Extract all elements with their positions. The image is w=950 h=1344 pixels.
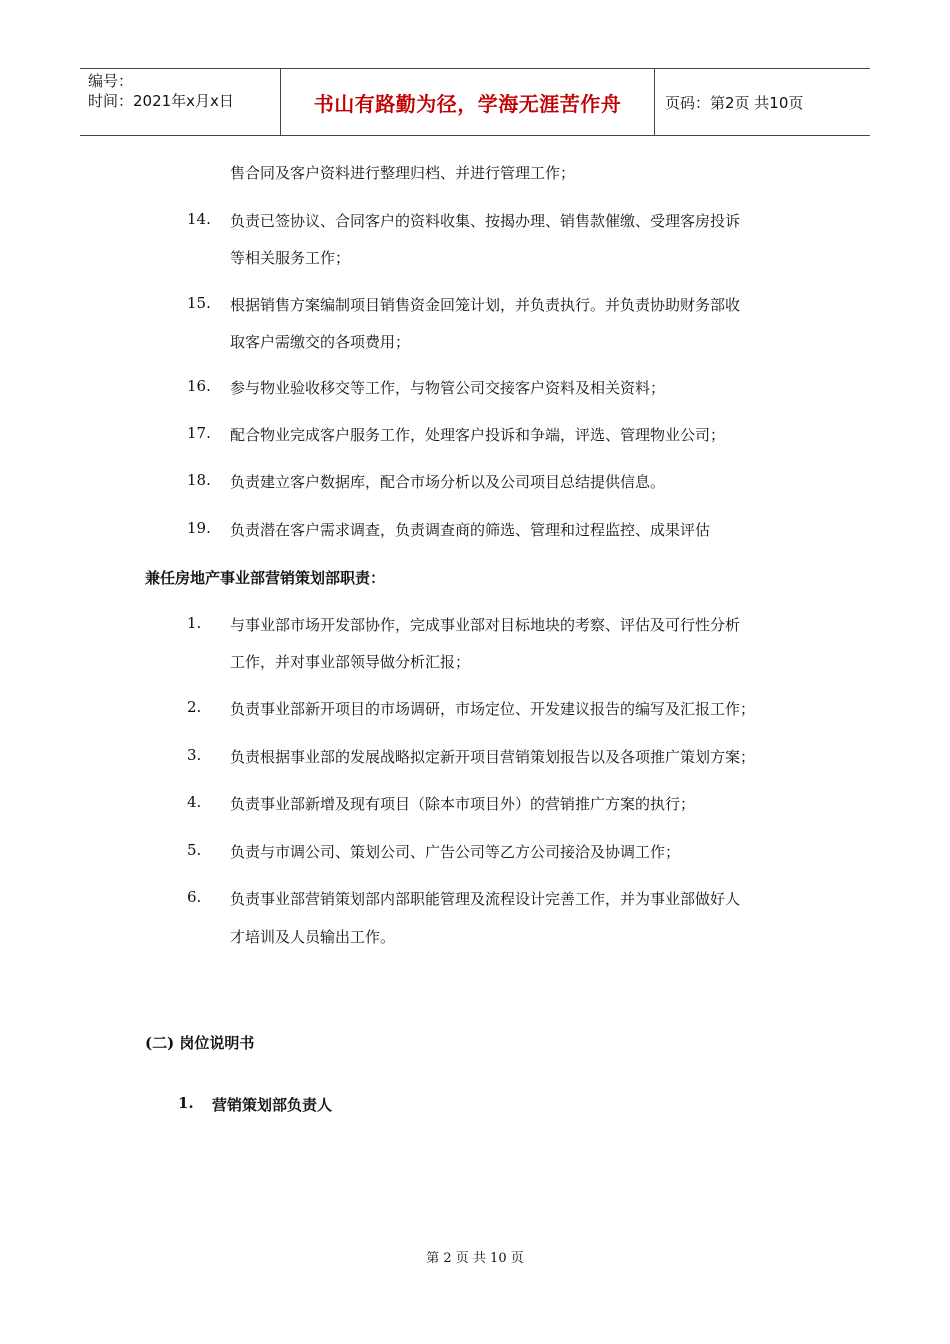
list-item-line: 与事业部市场开发部协作，完成事业部对目标地块的考察、评估及可行性分析 <box>230 616 741 634</box>
header-page-info-cell <box>655 69 870 135</box>
list-item-line: 负责潜在客户需求调查，负责调查商的筛选、管理和过程监控、成果评估 <box>230 521 711 539</box>
list-item-line: 负责与市调公司、策划公司、广告公司等乙方公司接洽及协调工作； <box>230 843 681 861</box>
code-label: 编号： <box>88 72 134 90</box>
continuation-text: 售合同及客户资料进行整理归档、并进行管理工作； <box>230 164 576 182</box>
page-info: 页码：第2页 共10页 <box>665 93 804 112</box>
list-item-number: 18. <box>187 471 211 489</box>
section-heading: 兼任房地产事业部营销策划部职责： <box>145 569 386 587</box>
list-item-number: 17. <box>187 424 211 442</box>
list-item-line: 参与物业验收移交等工作，与物管公司交接客户资料及相关资料； <box>230 379 666 397</box>
list-item-number: 1. <box>187 614 202 632</box>
list-item-number: 15. <box>187 294 211 312</box>
list-item-line: 负责事业部新开项目的市场调研，市场定位、开发建议报告的编写及汇报工作； <box>230 700 756 718</box>
header-motto-cell <box>281 69 655 135</box>
motto-text: 书山有路勤为径，学海无涯苦作舟 <box>313 91 622 116</box>
list-item-number: 19. <box>187 519 211 537</box>
list-item-line: 才培训及人员输出工作。 <box>230 928 396 946</box>
list-item-line: 配合物业完成客户服务工作，处理客户投诉和争端，评选、管理物业公司； <box>230 426 726 444</box>
list-item-line: 负责建立客户数据库，配合市场分析以及公司项目总结提供信息。 <box>230 473 666 491</box>
list-item-line: 工作，并对事业部领导做分析汇报； <box>230 653 471 671</box>
list-item-number: 4. <box>187 793 202 811</box>
list-item-number: 3. <box>187 746 202 764</box>
page-header <box>80 68 870 136</box>
list-item-number: 5. <box>187 841 202 859</box>
sub-item-number: 1. <box>178 1094 194 1112</box>
subsection-heading: (二) 岗位说明书 <box>145 1034 255 1052</box>
list-item-line: 负责根据事业部的发展战略拟定新开项目营销策划报告以及各项推广策划方案； <box>230 748 756 766</box>
list-item-line: 等相关服务工作； <box>230 249 351 267</box>
header-left-cell <box>80 69 281 135</box>
page-footer: 第 2 页 共 10 页 <box>426 1251 524 1266</box>
time-label: 时间：2021年x月x日 <box>88 92 234 110</box>
list-item-number: 2. <box>187 698 202 716</box>
sub-item-title: 营销策划部负责人 <box>212 1096 333 1114</box>
list-item-number: 6. <box>187 888 202 906</box>
list-item-line: 取客户需缴交的各项费用； <box>230 333 411 351</box>
list-item-line: 负责事业部营销策划部内部职能管理及流程设计完善工作，并为事业部做好人 <box>230 890 741 908</box>
list-item-line: 负责已签协议、合同客户的资料收集、按揭办理、销售款催缴、受理客房投诉 <box>230 212 741 230</box>
list-item-number: 16. <box>187 377 211 395</box>
list-item-line: 根据销售方案编制项目销售资金回笼计划，并负责执行。并负责协助财务部收 <box>230 296 741 314</box>
list-item-line: 负责事业部新增及现有项目（除本市项目外）的营销推广方案的执行； <box>230 795 696 813</box>
list-item-number: 14. <box>187 210 211 228</box>
